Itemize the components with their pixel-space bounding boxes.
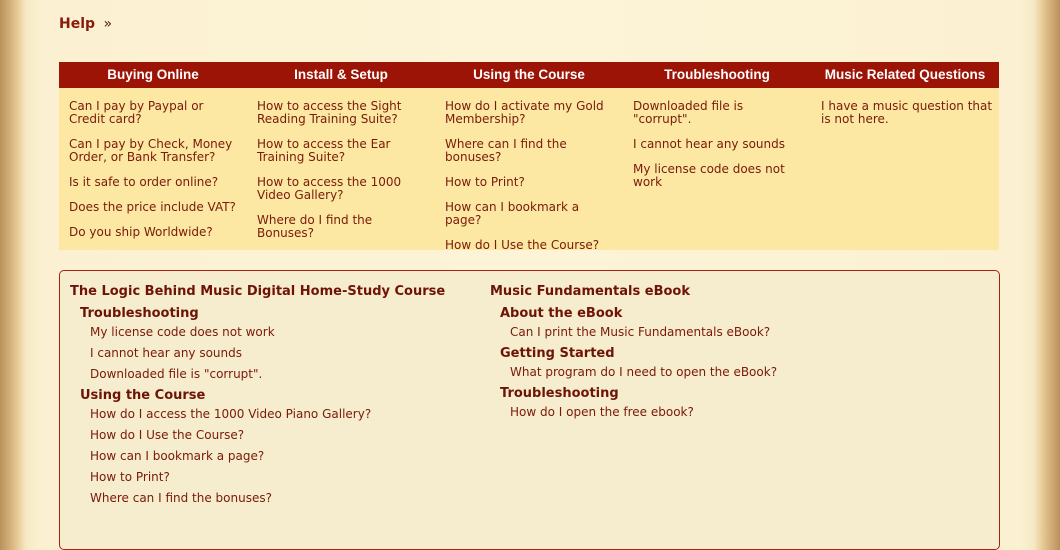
group-getting-started: [490, 346, 777, 379]
group-troubleshooting: [70, 306, 445, 381]
faq-column-buying-online: [59, 100, 247, 264]
faq-header-using-course: Using the Course: [473, 67, 585, 82]
faq-link[interactable]: What program do I need to open the eBook?: [510, 365, 778, 379]
faq-link[interactable]: How to access the Sight Reading Training Suite?: [257, 99, 402, 126]
faq-link[interactable]: How to access the Ear Training Suite?: [257, 137, 391, 164]
faq-link[interactable]: How do I open the free ebook?: [510, 405, 694, 419]
faq-link[interactable]: I cannot hear any sounds: [633, 137, 786, 151]
faq-link[interactable]: Where do I find the Bonuses?: [257, 213, 373, 240]
faq-link[interactable]: Where can I find the bonuses?: [90, 491, 272, 505]
group-title: Troubleshooting: [80, 306, 199, 321]
faq-link[interactable]: Downloaded file is "corrupt".: [633, 99, 744, 126]
faq-header-troubleshooting: Troubleshooting: [664, 67, 770, 82]
faq-link[interactable]: My license code does not work: [633, 162, 785, 189]
faq-link[interactable]: Does the price include VAT?: [69, 200, 236, 214]
faq-link[interactable]: Do you ship Worldwide?: [69, 225, 213, 239]
ebook-faq-column: [490, 284, 777, 426]
faq-link[interactable]: I have a music question that is not here.: [821, 99, 993, 126]
course-faq-column: [70, 284, 445, 512]
faq-header-music-questions: Music Related Questions: [824, 67, 986, 82]
product-faq-panel: [59, 270, 1000, 550]
faq-link[interactable]: How to Print?: [90, 470, 170, 484]
faq-column-music-questions: [811, 100, 999, 264]
faq-link[interactable]: How do I activate my Gold Membership?: [445, 99, 604, 126]
ebook-title: Music Fundamentals eBook: [490, 284, 690, 299]
faq-link[interactable]: Downloaded file is "corrupt".: [90, 367, 263, 381]
faq-link[interactable]: Can I pay by Check, Money Order, or Bank Transfer?: [69, 137, 233, 164]
faq-table: [59, 62, 999, 250]
faq-link[interactable]: How do I Use the Course?: [445, 238, 600, 252]
faq-link[interactable]: Is it safe to order online?: [69, 175, 219, 189]
faq-link[interactable]: How to access the 1000 Video Gallery?: [257, 175, 402, 202]
group-title: About the eBook: [500, 306, 623, 321]
faq-link[interactable]: I cannot hear any sounds: [90, 346, 243, 360]
faq-link[interactable]: How do I access the 1000 Video Piano Gallery?: [90, 407, 372, 421]
faq-link[interactable]: How can I bookmark a page?: [445, 200, 580, 227]
faq-link[interactable]: How can I bookmark a page?: [90, 449, 265, 463]
group-title: Using the Course: [80, 388, 206, 403]
faq-header-buying-online: Buying Online: [107, 67, 199, 82]
breadcrumb-separator: »: [103, 16, 113, 32]
group-about-ebook: [490, 306, 777, 339]
group-using-course: [70, 388, 445, 505]
faq-link[interactable]: How to Print?: [445, 175, 525, 189]
group-troubleshooting: [490, 386, 777, 419]
faq-column-troubleshooting: [623, 100, 811, 264]
faq-link[interactable]: Where can I find the bonuses?: [445, 137, 567, 164]
faq-header-install-setup: Install & Setup: [294, 67, 388, 82]
faq-link[interactable]: How do I Use the Course?: [90, 428, 245, 442]
faq-column-install-setup: [247, 100, 435, 264]
course-title: The Logic Behind Music Digital Home-Study Course: [70, 284, 446, 299]
faq-link[interactable]: Can I pay by Paypal or Credit card?: [69, 99, 204, 126]
faq-link[interactable]: My license code does not work: [90, 325, 275, 339]
breadcrumb-help-link[interactable]: Help: [59, 16, 96, 32]
group-title: Troubleshooting: [500, 386, 619, 401]
faq-link[interactable]: Can I print the Music Fundamentals eBook?: [510, 325, 771, 339]
faq-column-using-course: [435, 100, 623, 264]
breadcrumb: [59, 16, 112, 32]
faq-header-row: [59, 62, 999, 88]
group-title: Getting Started: [500, 346, 615, 361]
